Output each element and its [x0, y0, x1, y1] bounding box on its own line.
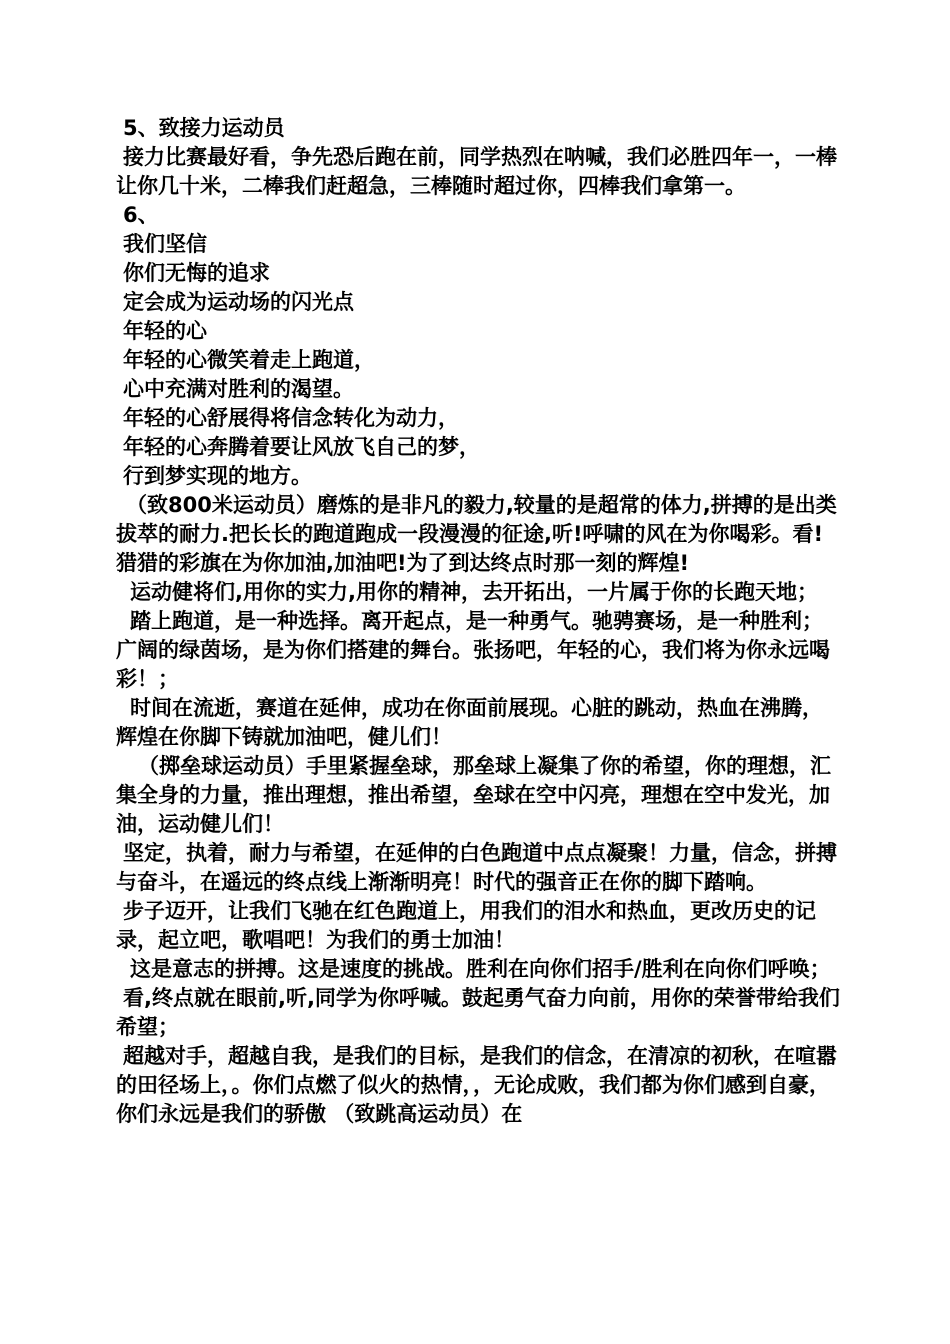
poem-line: 行到梦实现的地方。 — [123, 464, 312, 488]
paragraph-title-relay: 5、致接力运动员 — [123, 116, 285, 140]
poem-line: 年轻的心奔腾着要让风放飞自己的梦， — [123, 435, 480, 459]
poem-line: 年轻的心 — [123, 319, 207, 343]
paragraph-softball: （掷垒球运动员）手里紧握垒球，那垒球上凝集了你的希望，你的理想，汇集全身的力量，推出理想，推出希望，垒球在空中闪亮，理想在空中发光，加油，运动健儿们！ — [116, 754, 831, 836]
poem-line: 年轻的心舒展得将信念转化为动力， — [123, 406, 459, 430]
paragraph-firm: 坚定，执着，耐力与希望，在延伸的白色跑道中点点凝聚！力量，信念，拼搏与奋斗，在遥远的终点线上渐渐明亮！时代的强音正在你的脚下踏响。 — [116, 841, 837, 894]
poem-line: 我们坚信 — [123, 232, 207, 256]
paragraph-surpass: 超越对手，超越自我，是我们的目标，是我们的信念，在清凉的初秋，在喧嚣的田径场上，。你们点燃了似火的热情，，无论成败，我们都为你们感到自豪，你们永远是我们的骄傲 （致跳高运动员）在 — [116, 1044, 837, 1126]
document-body — [116, 114, 840, 1129]
paragraph-athletes: 运动健将们,用你的实力,用你的精神，去开拓出，一片属于你的长跑天地； — [130, 580, 818, 604]
paragraph-will: 这是意志的拼搏。这是速度的挑战。胜利在向你们招手/胜利在向你们呼唤； — [130, 957, 831, 981]
paragraph-800m: （致800米运动员）磨炼的是非凡的毅力,较量的是超常的体力,拼搏的是出类拔萃的耐力.把长长的跑道跑成一段漫漫的征途,听!呼啸的风在为你喝彩。看!猎猎的彩旗在为你加油,加油吧!为了到达终点时那一刻的辉煌! — [116, 493, 837, 575]
paragraph-relay-poem: 接力比赛最好看，争先恐后跑在前，同学热烈在呐喊，我们必胜四年一，一棒让你几十米，二棒我们赶超急，三棒随时超过你，四棒我们拿第一。 — [116, 145, 837, 198]
paragraph-time: 时间在流逝，赛道在延伸，成功在你面前展现。心脏的跳动，热血在沸腾，辉煌在你脚下铸就加油吧，健儿们！ — [116, 696, 823, 749]
paragraph-finish: 看,终点就在眼前,听,同学为你呼喊。鼓起勇气奋力向前，用你的荣誉带给我们希望； — [116, 986, 840, 1039]
paragraph-track: 踏上跑道，是一种选择。离开起点，是一种勇气。驰骋赛场，是一种胜利；广阔的绿茵场，是为你们搭建的舞台。张扬吧，年轻的心，我们将为你永远喝彩！； — [116, 609, 830, 691]
poem-line: 你们无悔的追求 — [123, 261, 270, 285]
paragraph-number-6: 6、 — [123, 203, 159, 227]
poem-line: 心中充满对胜利的渴望。 — [123, 377, 354, 401]
poem-line: 定会成为运动场的闪光点 — [123, 290, 354, 314]
paragraph-stride: 步子迈开，让我们飞驰在红色跑道上，用我们的泪水和热血，更改历史的记录，起立吧，歌唱吧！为我们的勇士加油！ — [116, 899, 816, 952]
poem-line: 年轻的心微笑着走上跑道， — [123, 348, 375, 372]
